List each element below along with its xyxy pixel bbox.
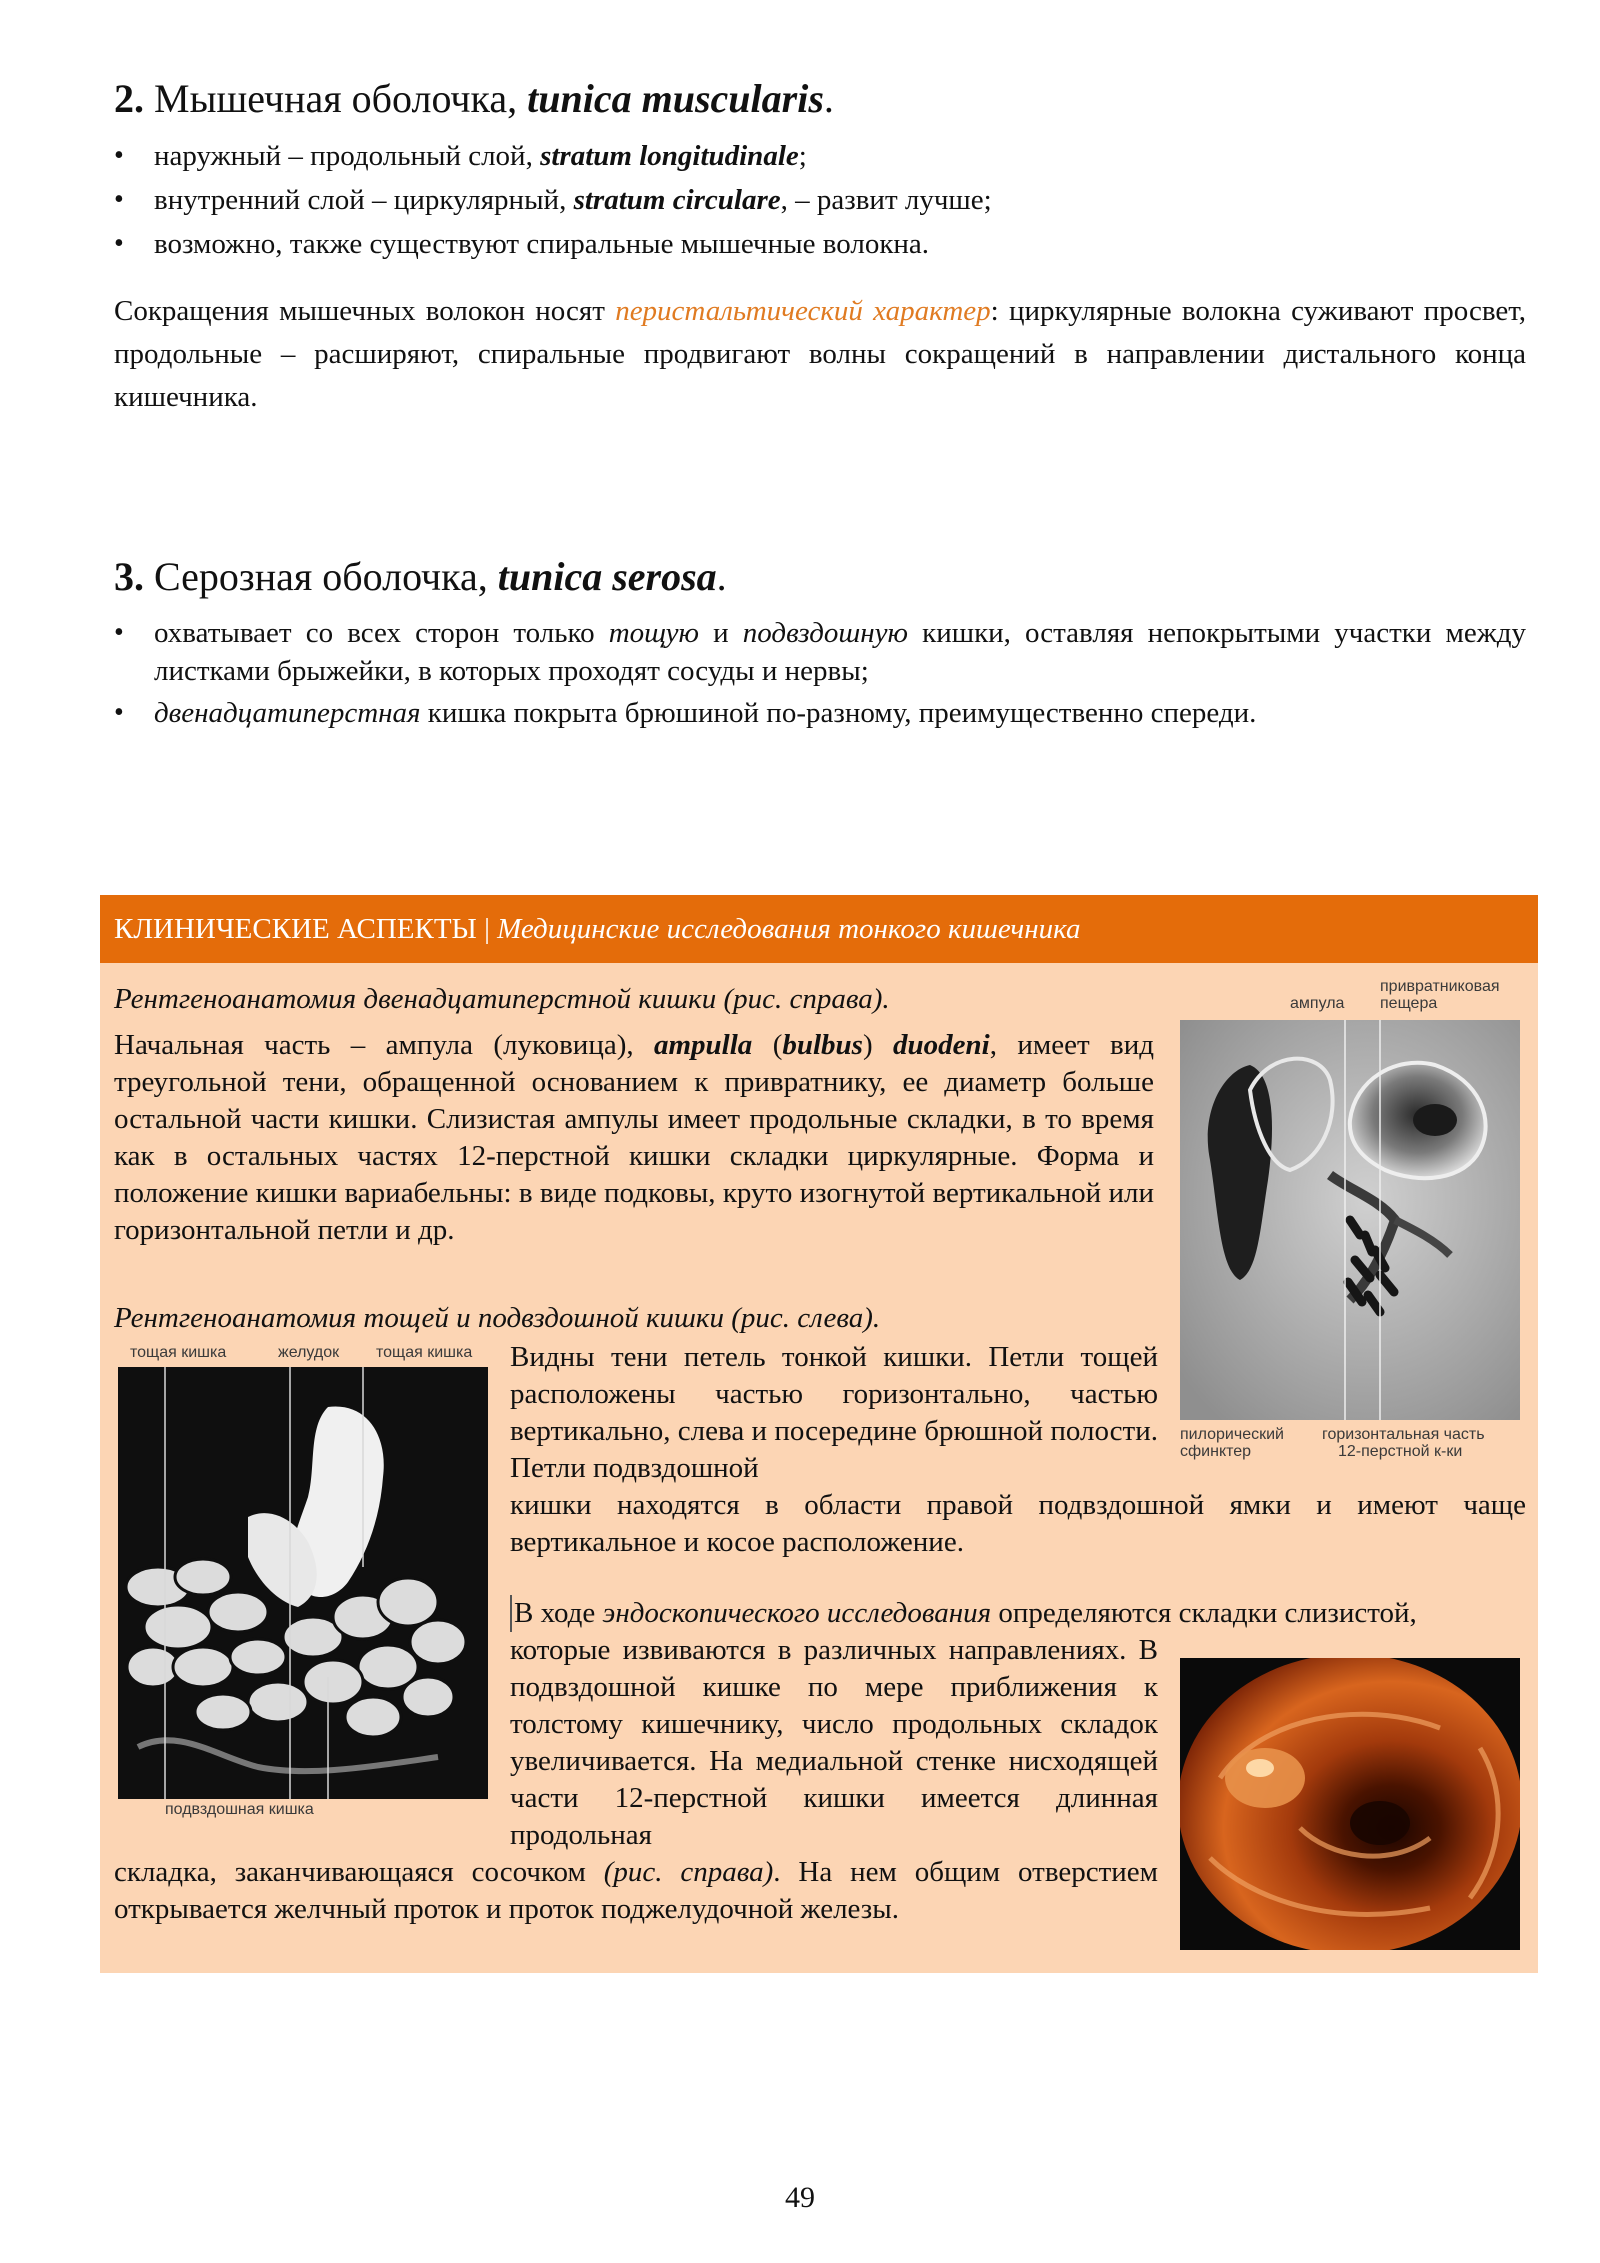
- section-3-list: [114, 614, 1526, 732]
- smallbowel-xray-figure: [118, 1367, 488, 1799]
- endoscopy-photo: [1180, 1658, 1520, 1950]
- duodenum-paragraph: Начальная часть – ампула (луковица), ampulla (bulbus) duodeni, имеет вид треугольной тени, обращенной основанием к привратнику, ее диаметр больше остальной части кишки. Слизистая ампулы имеет продольные складки, в то время как в остальных частях 12-перстной кишки складки циркулярные. Форма и положение кишки вариабельны: в виде подковы, круто изогнутой вертикальной или горизонтальной петли и др.: [114, 1029, 1154, 1246]
- label-jejunum-left: тощая кишка: [130, 1344, 227, 1361]
- endoscopy-image: [1180, 1658, 1520, 1950]
- smallbowel-paragraph-part1: Видны тени петель тонкой кишки. Петли тощей расположены частью горизонтально, частью вертикально, слева и посередине брюшной полости. Петли подвздошной: [510, 1341, 1158, 1484]
- section-3-title: 3. Серозная оболочка, tunica serosa.: [114, 554, 727, 599]
- list-item: • двенадцатиперстная кишка покрыта брюшиной по-разному, преимущественно спереди.: [114, 694, 1526, 732]
- label-stomach: желудок: [278, 1344, 340, 1361]
- label-horizontal-1: горизонтальная часть: [1322, 1426, 1485, 1443]
- duodenum-xray-image: [1180, 1020, 1520, 1420]
- page-number: 49: [785, 2181, 815, 2214]
- smallbowel-xray-image: [118, 1367, 488, 1799]
- smallbowel-subheading: Рентгеноанатомия тощей и подвздошной кишки (рис. слева).: [114, 1302, 881, 1334]
- label-ileum: подвздошная кишка: [165, 1801, 314, 1818]
- duodenum-xray-figure: [1180, 1020, 1520, 1420]
- list-item: • возможно, также существуют спиральные мышечные волокна.: [114, 224, 1526, 264]
- list-item: • внутренний слой – циркулярный, stratum circulare, – развит лучше;: [114, 180, 1526, 220]
- smallbowel-paragraph-part2: кишки находятся в области правой подвздошной ямки и имеют чаще вертикальное и косое расположение.: [510, 1489, 1526, 1558]
- endoscopy-paragraph-intro: В ходе эндоскопического исследования определяются складки слизистой,: [510, 1595, 1530, 1632]
- list-item: • наружный – продольный слой, stratum longitudinale;: [114, 136, 1526, 176]
- label-sphincter-1: пилорический: [1180, 1426, 1284, 1443]
- section-2-list: [114, 136, 1526, 264]
- section-2-title: 2. Мышечная оболочка, tunica muscularis.: [114, 76, 834, 121]
- label-antrum-2: пещера: [1380, 995, 1438, 1012]
- label-horizontal-2: 12-перстной к-ки: [1338, 1443, 1463, 1460]
- label-sphincter-2: сфинктер: [1180, 1443, 1252, 1460]
- label-jejunum-right: тощая кишка: [376, 1344, 473, 1361]
- endoscopy-paragraph-end: складка, заканчивающаяся сосочком (рис. справа). На нем общим отверстием открывается желчный проток и проток поджелудочной железы.: [114, 1856, 1158, 1925]
- label-ampulla: ампула: [1290, 995, 1345, 1012]
- endoscopy-paragraph-middle: которые извиваются в различных направлениях. В подвздошной кишке по мере приближения к толстому кишечнику, число продольных складок увеличивается. На медиальной стенке нисходящей части 12-перстной кишки имеется длинная продольная: [510, 1634, 1158, 1851]
- section-2-paragraph: Сокращения мышечных волокон носят перистальтический характер: циркулярные волокна суживают просвет, продольные – расширяют, спиральные продвигают волны сокращений в направлении дистального конца кишечника.: [114, 295, 1526, 413]
- duodenum-subheading: Рентгеноанатомия двенадцатиперстной кишки (рис. справа).: [114, 983, 890, 1015]
- label-antrum-1: привратниковая: [1380, 978, 1500, 995]
- list-item: • охватывает со всех сторон только тощую и подвздошную кишки, оставляя непокрытыми участки между листками брыжейки, в которых проходят сосуды и нервы;: [114, 614, 1526, 690]
- clinical-aspects-header: КЛИНИЧЕСКИЕ АСПЕКТЫ | Медицинские исследования тонкого кишечника: [100, 895, 1538, 963]
